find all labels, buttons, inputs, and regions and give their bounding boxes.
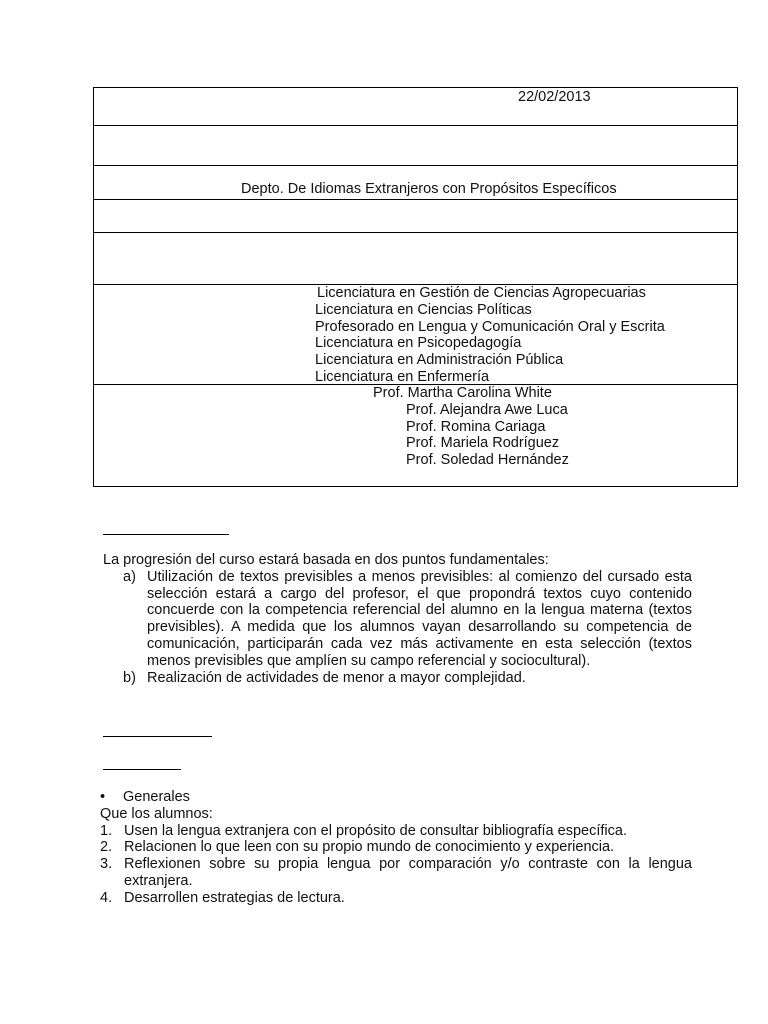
objective-item — [100, 856, 692, 890]
career-item: Profesorado en Lengua y Comunicación Oral y Escrita — [315, 318, 665, 335]
objectives-section — [100, 789, 692, 907]
career-item: Licenciatura en Administración Pública — [315, 352, 564, 369]
section-underline — [103, 736, 212, 737]
career-item: Licenciatura en Enfermería — [315, 369, 490, 385]
list-item — [103, 670, 692, 687]
section-underline — [103, 769, 181, 770]
section-underline — [103, 534, 229, 535]
row-empty-1 — [93, 125, 738, 165]
bullet-item — [100, 789, 692, 806]
objective-number: 1. — [100, 822, 113, 839]
department: Depto. De Idiomas Extranjeros con Propósitos Específicos — [241, 181, 617, 197]
career-item: Licenciatura en Gestión de Ciencias Agropecuarias — [317, 285, 646, 301]
row-date — [93, 87, 738, 125]
professor-item: Prof. Alejandra Awe Luca — [406, 401, 568, 418]
objective-item — [100, 839, 692, 856]
generales-label: Generales — [123, 789, 190, 805]
intro-text: La progresión del curso estará basada en dos puntos fundamentales: — [103, 552, 549, 568]
professor-item: Prof. Soledad Hernández — [406, 452, 569, 469]
row-careers — [93, 284, 738, 384]
que-alumnos-label: Que los alumnos: — [100, 805, 213, 822]
row-professors — [93, 384, 738, 487]
row-empty-3 — [93, 232, 738, 284]
row-empty-2 — [93, 199, 738, 232]
professor-item: Prof. Martha Carolina White — [373, 385, 552, 401]
objective-text: Desarrollen estrategias de lectura. — [124, 889, 345, 906]
list-item-text: Realización de actividades de menor a mayor complejidad. — [147, 669, 526, 686]
objective-item — [100, 890, 692, 907]
objective-number: 3. — [100, 856, 113, 873]
professor-item: Prof. Mariela Rodríguez — [406, 435, 560, 452]
list-item-text: Utilización de textos previsibles a menos previsibles: al comienzo del cursado esta selección estará a cargo del profesor, el que propondrá textos cuyo contenido concuerde con la competencia referencial del alumno en la lengua materna (textos previsibles). A medida que los alumnos vayan desarrollando su competencia de comunicación, participarán cada vez más activamente en esta selección (textos menos previsibles que amplíen su campo referencial y sociocultural). — [147, 568, 692, 669]
objective-number: 4. — [100, 889, 113, 906]
progression-section — [103, 552, 692, 686]
objective-item — [100, 823, 692, 840]
list-marker: a) — [123, 568, 136, 585]
objective-text: Relacionen lo que leen con su propio mundo de conocimiento y experiencia. — [124, 839, 615, 856]
row-department — [93, 165, 738, 199]
date: 22/02/2013 — [518, 89, 591, 105]
list-marker: b) — [123, 669, 136, 686]
list-item — [103, 569, 692, 670]
objective-number: 2. — [100, 839, 113, 856]
career-item: Licenciatura en Ciencias Políticas — [315, 301, 532, 318]
objective-text: Reflexionen sobre su propia lengua por comparación y/o contraste con la lengua extranjera. — [124, 856, 692, 889]
objective-text: Usen la lengua extranjera con el propósito de consultar bibliografía específica. — [124, 822, 627, 839]
professor-item: Prof. Romina Cariaga — [406, 418, 546, 435]
bullet-icon: • — [100, 789, 106, 805]
career-item: Licenciatura en Psicopedagogía — [315, 335, 522, 352]
header-table — [93, 87, 738, 487]
